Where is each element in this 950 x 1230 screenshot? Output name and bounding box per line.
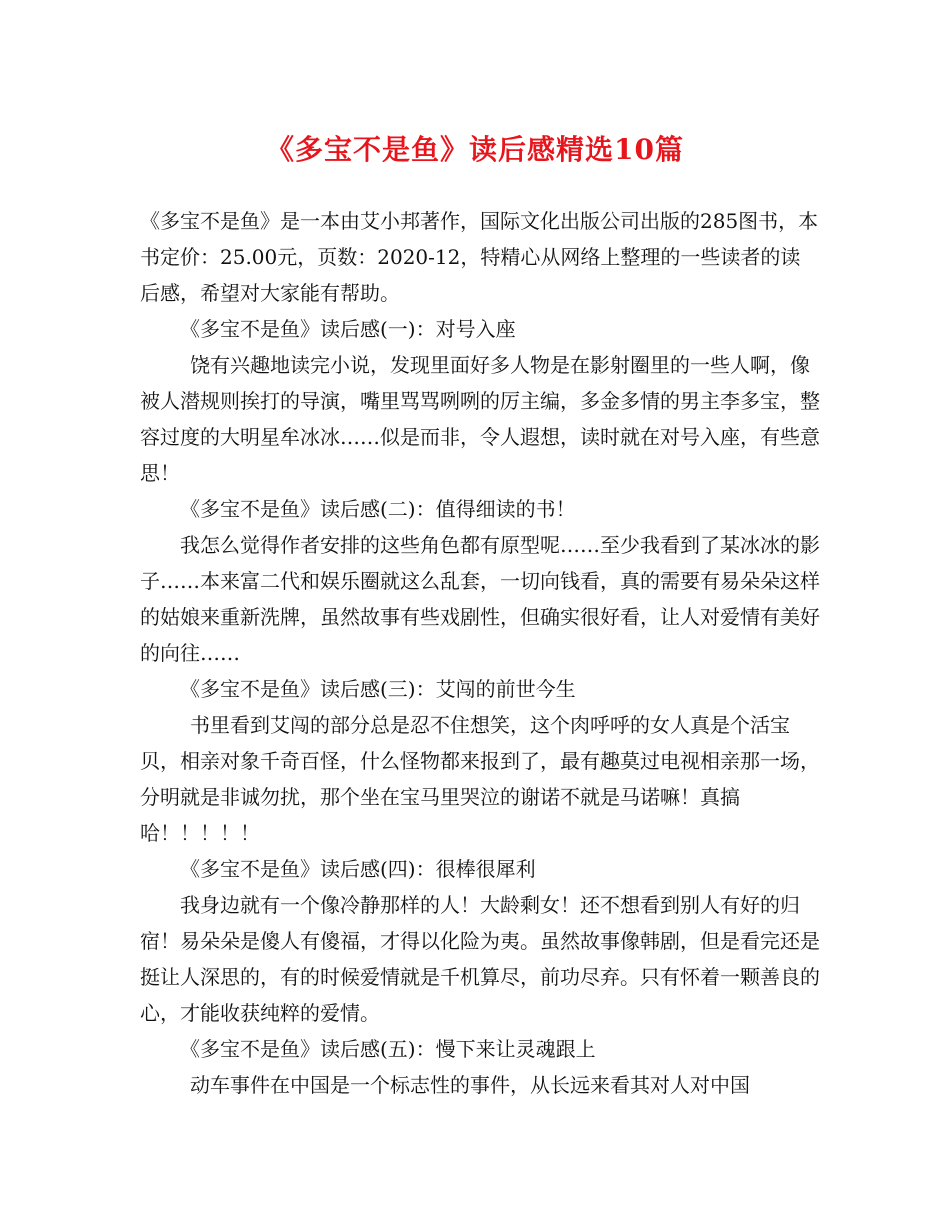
section-body-2: 我怎么觉得作者安排的这些角色都有原型呢……至少我看到了某冰冰的影子……本来富二代和娱乐圈就这么乱套，一切向钱看，真的需要有易朵朵这样的姑娘来重新洗牌，虽然故事有些戏剧性，但确实很好看，让人对爱情有美好的向往…… xyxy=(140,533,820,665)
section-heading-3: 《多宝不是鱼》读后感(三)：艾闯的前世今生 xyxy=(180,677,576,701)
section-heading-1: 《多宝不是鱼》读后感(一)：对号入座 xyxy=(180,317,516,341)
section-body-1: 饶有兴趣地读完小说，发现里面好多人物是在影射圈里的一些人啊，像被人潜规则挨打的导演，嘴里骂骂咧咧的厉主编，多金多情的男主李多宝，整容过度的大明星牟冰冰……似是而非，令人遐想，读时就在对号入座，有些意思！ xyxy=(140,353,820,485)
section-heading-2: 《多宝不是鱼》读后感(二)：值得细读的书！ xyxy=(180,497,576,521)
section-body-4: 我身边就有一个像冷静那样的人！大龄剩女！还不想看到别人有好的归宿！易朵朵是傻人有傻福，才得以化险为夷。虽然故事像韩剧，但是看完还是挺让人深思的，有的时候爱情就是千机算尽，前功尽弃。只有怀着一颗善良的心，才能收获纯粹的爱情。 xyxy=(140,893,820,1025)
document-body xyxy=(140,203,820,1103)
section-body-5: 动车事件在中国是一个标志性的事件，从长远来看其对人对中国 xyxy=(190,1073,750,1097)
document-title: 《多宝不是鱼》读后感精选10篇 xyxy=(266,133,684,166)
section-heading-5: 《多宝不是鱼》读后感(五)：慢下来让灵魂跟上 xyxy=(180,1037,596,1061)
intro-paragraph: 《多宝不是鱼》是一本由艾小邦著作，国际文化出版公司出版的285图书，本书定价：25.00元，页数：2020-12，特精心从网络上整理的一些读者的读后感，希望对大家能有帮助。 xyxy=(140,209,819,305)
section-body-3: 书里看到艾闯的部分总是忍不住想笑，这个肉呼呼的女人真是个活宝贝，相亲对象千奇百怪，什么怪物都来报到了，最有趣莫过电视相亲那一场，分明就是非诚勿扰，那个坐在宝马里哭泣的谢诺不就是马诺嘛！真搞哈！！！！！ xyxy=(140,713,820,845)
section-heading-4: 《多宝不是鱼》读后感(四)：很棒很犀利 xyxy=(180,857,536,881)
